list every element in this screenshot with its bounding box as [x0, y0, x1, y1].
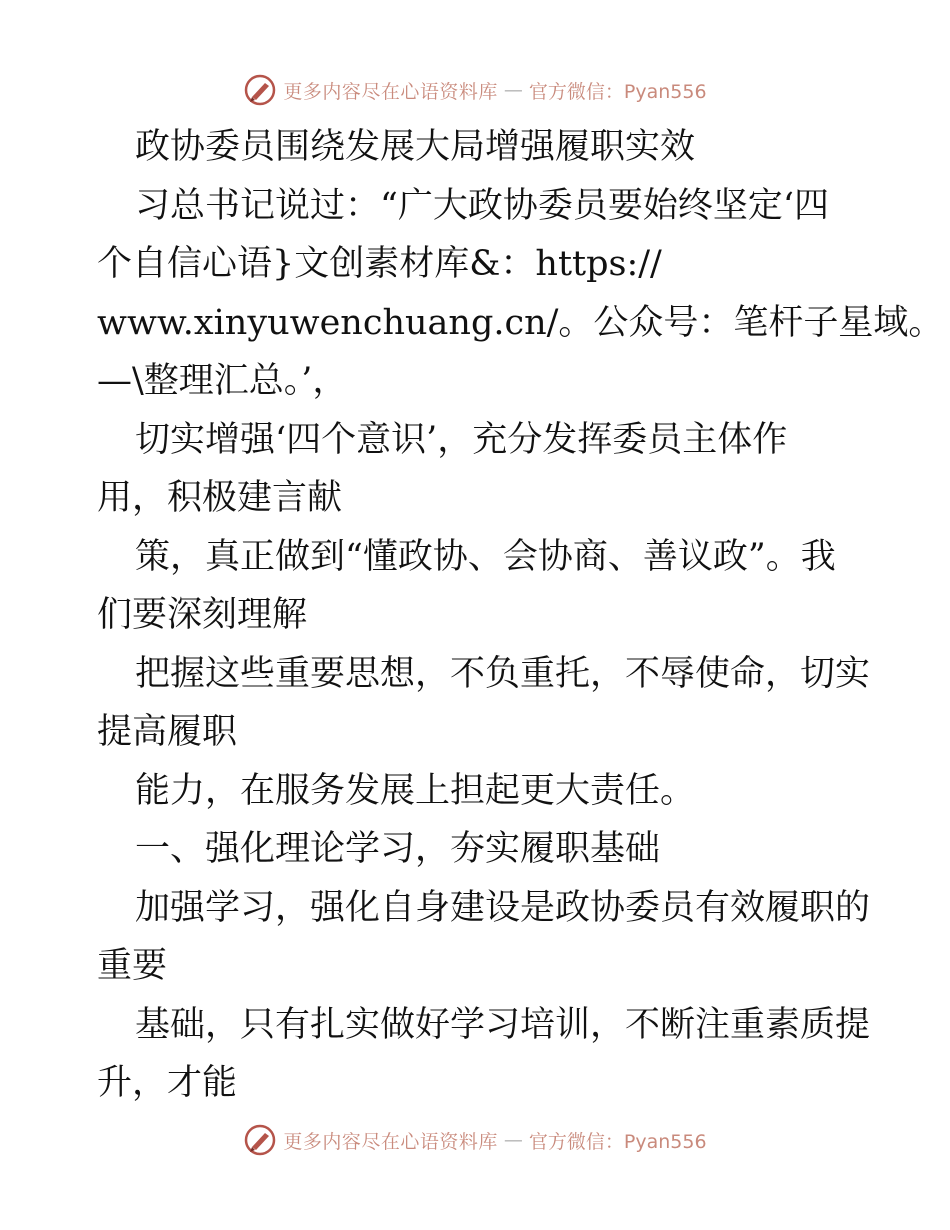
pen-logo-icon	[243, 73, 277, 107]
banner-separator: —	[503, 1129, 523, 1151]
doc-line: 升，才能	[97, 1063, 238, 1103]
doc-line-url: www.xinyuwenchuang.cn/。公众号：笔杆子星域。	[97, 302, 944, 343]
section-heading: 一、强化理论学习，夯实履职基础	[135, 829, 661, 869]
banner-wechat: 官方微信：Pyan556	[528, 1130, 707, 1153]
doc-line: 能力，在服务发展上担起更大责任。	[135, 770, 696, 811]
doc-line: 们要深刻理解	[97, 595, 308, 635]
doc-line: 提高履职	[97, 712, 238, 752]
doc-line: 用，积极建言献	[97, 478, 343, 518]
document-body	[97, 118, 944, 1113]
banner-wechat: 官方微信：Pyan556	[528, 80, 707, 103]
doc-line: 策，真正做到“懂政协、会协商、善议政”。我	[135, 536, 836, 577]
banner-text: 更多内容尽在心语资料库	[283, 80, 498, 103]
doc-title: 政协委员围绕发展大局增强履职实效	[135, 127, 696, 167]
doc-line: 把握这些重要思想，不负重托，不辱使命，切实	[135, 653, 871, 694]
footer-banner	[0, 1120, 950, 1160]
doc-line: 基础，只有扎实做好学习培训，不断注重素质提	[135, 1004, 871, 1045]
doc-line: —\整理汇总。’，	[97, 361, 348, 401]
doc-line: 切实增强‘四个意识’，充分发挥委员主体作	[135, 419, 788, 460]
doc-line: 习总书记说过：“广大政协委员要始终坚定‘四	[135, 185, 830, 226]
pen-logo-icon	[243, 1123, 277, 1157]
header-banner	[0, 70, 950, 110]
doc-line: 加强学习，强化自身建设是政协委员有效履职的	[135, 887, 871, 928]
doc-line: 个自信心语}文创素材库&：https://	[97, 244, 662, 284]
doc-line: 重要	[97, 946, 168, 986]
banner-separator: —	[503, 79, 523, 101]
banner-text: 更多内容尽在心语资料库	[283, 1130, 498, 1153]
